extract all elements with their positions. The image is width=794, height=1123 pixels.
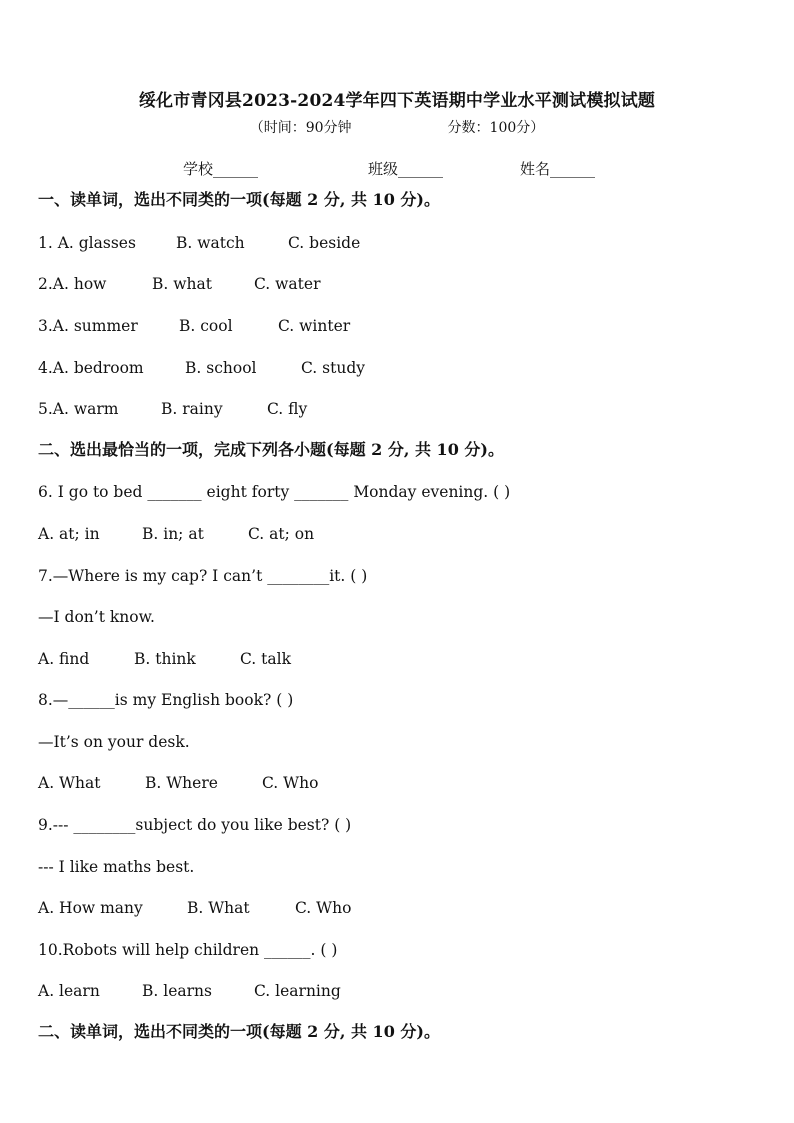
section-heading-3: 二、读单词，选出不同类的一项(每题 2 分, 共 10 分)。 [38,1022,440,1041]
question-2 [38,273,320,295]
q8-option-c: C. Who [262,774,319,792]
class-field[interactable]: 班级______ [368,160,444,178]
page-title: 绥化市青冈县2023-2024学年四下英语期中学业水平测试模拟试题 [138,91,656,111]
q4-option-a: 4.A. bedroom [38,359,144,377]
q4-option-b: B. school [185,359,257,377]
exam-score: 分数：100分） [447,120,545,136]
q6-option-a: A. at; in [38,525,100,543]
q4-option-c: C. study [301,359,366,377]
q7-option-a: A. find [38,650,90,668]
q5-option-c: C. fly [267,400,308,418]
exam-subtitle [0,117,794,137]
q7-option-b: B. think [134,650,196,668]
question-9-options [38,897,351,919]
question-8-stem: 8.—______is my English book? ( ) [38,691,294,709]
question-10-options [38,980,341,1002]
question-7-reply: —I don’t know. [38,608,155,626]
school-field[interactable]: 学校______ [183,160,259,178]
question-7-stem: 7.—Where is my cap? I can’t ________it. ( ) [38,567,368,585]
question-5 [38,398,307,420]
question-8-reply: —It’s on your desk. [38,733,190,751]
q1-option-b: B. watch [176,234,245,252]
q9-option-c: C. Who [295,899,352,917]
q6-option-b: B. in; at [142,525,204,543]
q10-option-c: C. learning [254,982,341,1000]
question-8-options [38,772,318,794]
q7-option-c: C. talk [240,650,291,668]
q10-option-a: A. learn [38,982,100,1000]
name-field[interactable]: 姓名______ [520,160,596,178]
q5-option-a: 5.A. warm [38,400,119,418]
q9-option-b: B. What [187,899,250,917]
question-3 [38,315,350,337]
q3-option-b: B. cool [179,317,233,335]
q2-option-b: B. what [152,275,212,293]
question-9-reply: --- I like maths best. [38,858,195,876]
q1-option-c: C. beside [288,234,361,252]
exam-time: （时间：90分钟 [249,120,352,136]
question-9-stem: 9.--- ________subject do you like best? ( ) [38,816,352,834]
q6-option-c: C. at; on [248,525,315,543]
q3-option-a: 3.A. summer [38,317,138,335]
q8-option-b: B. Where [145,774,218,792]
section-heading-1: 一、读单词，选出不同类的一项(每题 2 分, 共 10 分)。 [38,190,440,209]
q2-option-c: C. water [254,275,321,293]
section-heading-2: 二、选出最恰当的一项，完成下列各小题(每题 2 分, 共 10 分)。 [38,440,504,459]
q3-option-c: C. winter [278,317,351,335]
question-6-options [38,523,314,545]
q2-option-a: 2.A. how [38,275,107,293]
q10-option-b: B. learns [142,982,212,1000]
question-7-options [38,648,291,670]
question-10-stem: 10.Robots will help children ______. ( ) [38,941,338,959]
q8-option-a: A. What [38,774,101,792]
q1-option-a: 1. A. glasses [38,234,136,252]
q9-option-a: A. How many [38,899,143,917]
question-1 [38,232,360,254]
question-4 [38,357,365,379]
q5-option-b: B. rainy [161,400,223,418]
question-6-stem: 6. I go to bed _______ eight forty _______ Monday evening. ( ) [38,483,511,501]
